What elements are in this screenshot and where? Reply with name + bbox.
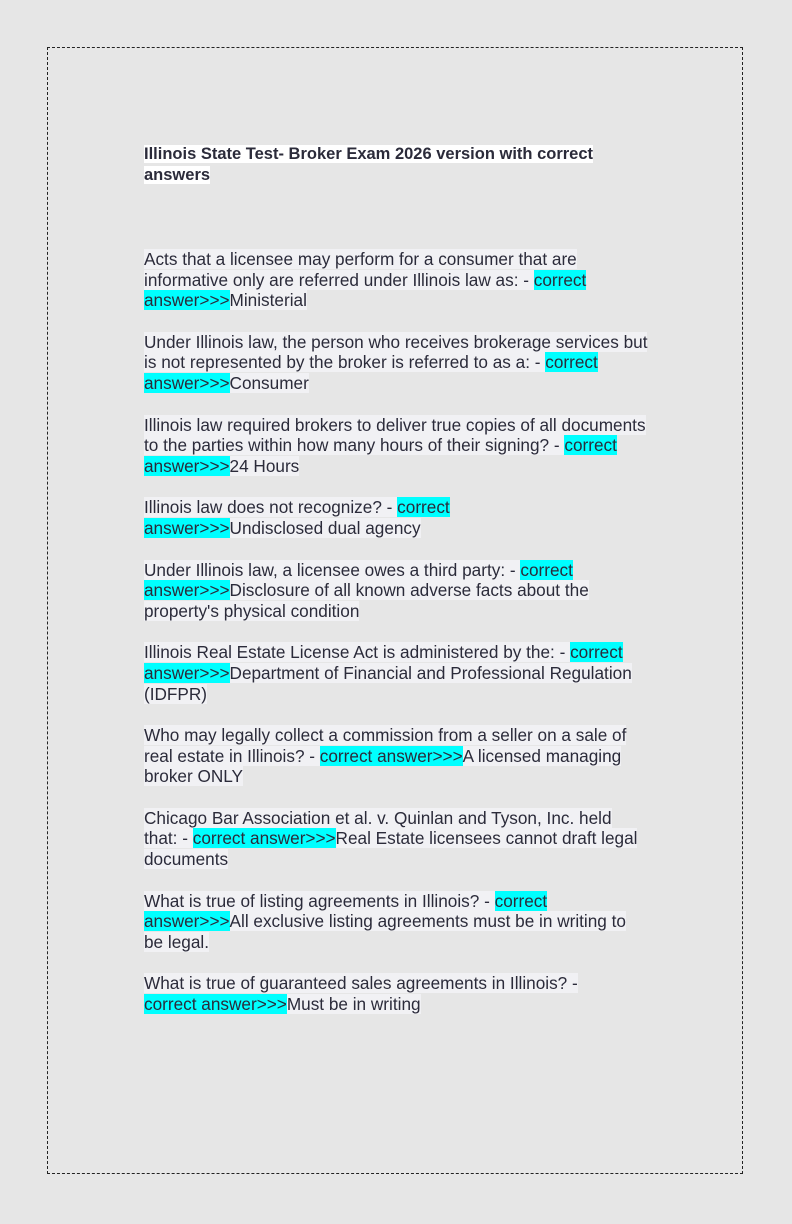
question-text: Under Illinois law, a licensee owes a third party: -	[144, 559, 521, 580]
question-text: Under Illinois law, the person who receives brokerage services but is not represented by the broker is referred to as a: -	[144, 331, 648, 373]
qa-item	[144, 497, 484, 538]
question-text: What is true of guaranteed sales agreements in Illinois? -	[144, 973, 578, 994]
qa-item	[144, 891, 634, 953]
answer-text: A licensed managing broker ONLY	[144, 745, 622, 787]
answer-text: 24 Hours	[229, 455, 300, 476]
qa-item	[144, 973, 614, 1014]
qa-item	[144, 642, 654, 704]
answer-marker: correct answer>>>	[144, 642, 623, 683]
qa-item	[144, 560, 624, 622]
qa-list	[144, 249, 654, 1015]
qa-item	[144, 415, 654, 477]
answer-marker: correct answer>>>	[144, 352, 598, 393]
answer-text: Real Estate licensees cannot draft legal documents	[144, 828, 638, 870]
qa-item	[144, 725, 634, 787]
question-text: Chicago Bar Association et al. v. Quinlan and Tyson, Inc. held that: -	[144, 807, 612, 849]
answer-text: Department of Financial and Professional Regulation (IDFPR)	[144, 662, 632, 704]
question-text: Acts that a licensee may perform for a consumer that are informative only are referred under Illinois law as: -	[144, 249, 577, 290]
qa-item	[144, 332, 654, 394]
answer-text: Ministerial	[229, 290, 307, 311]
question-text: Illinois law required brokers to deliver true copies of all documents to the parties within how many hours of their signing? -	[144, 414, 646, 456]
answer-marker: correct answer>>>	[192, 828, 336, 849]
answer-text: Consumer	[229, 372, 309, 393]
answer-marker: correct answer>>>	[144, 497, 450, 538]
answer-marker: correct answer>>>	[144, 435, 617, 476]
answer-marker: correct answer>>>	[319, 745, 463, 766]
qa-item	[144, 249, 654, 311]
answer-text: All exclusive listing agreements must be in writing to be legal.	[144, 911, 626, 952]
answer-text: Disclosure of all known adverse facts about the property's physical condition	[144, 580, 589, 621]
question-text: Illinois law does not recognize? -	[144, 497, 398, 518]
document-title: Illinois State Test- Broker Exam 2026 version with correct answers	[144, 145, 594, 184]
question-text: Who may legally collect a commission from a seller on a sale of real estate in Illinois? -	[144, 725, 627, 766]
document-body	[144, 144, 654, 1036]
answer-text: Undisclosed dual agency	[229, 517, 421, 538]
answer-marker: correct answer>>>	[144, 269, 587, 311]
answer-marker: correct answer>>>	[144, 994, 287, 1015]
answer-text: Must be in writing	[286, 994, 421, 1015]
question-text: Illinois Real Estate License Act is administered by the: -	[144, 642, 571, 663]
qa-item	[144, 808, 644, 870]
answer-marker: correct answer>>>	[144, 559, 573, 601]
question-text: What is true of listing agreements in Illinois? -	[144, 890, 495, 911]
answer-marker: correct answer>>>	[144, 890, 548, 932]
